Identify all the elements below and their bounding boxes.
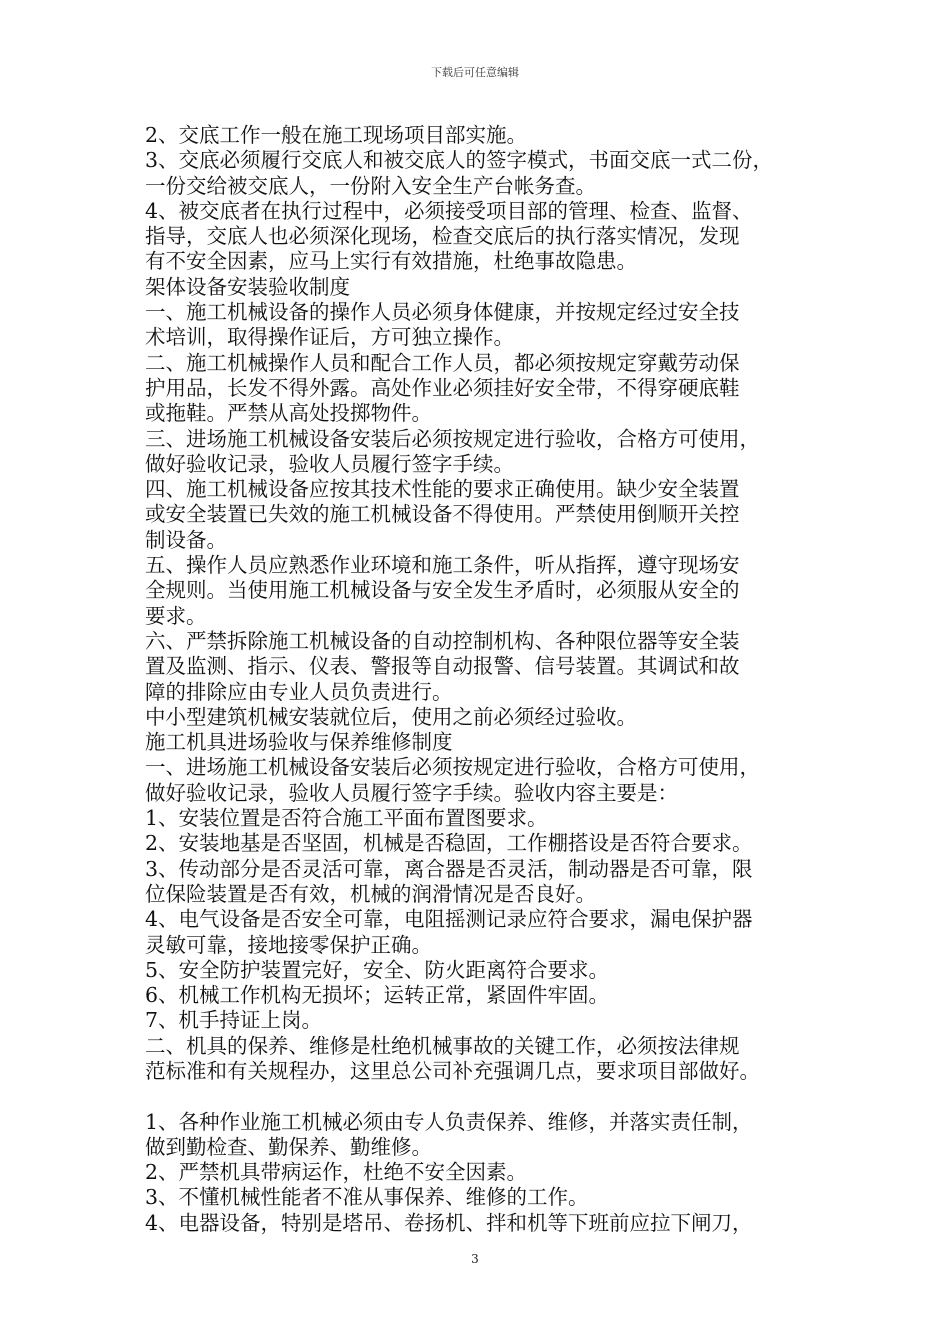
text-line: 3、交底必须履行交底人和被交底人的签字模式，书面交底一式二份， (145, 148, 774, 173)
text-line: 4、被交底者在执行过程中，必须接受项目部的管理、检查、监督、 (145, 198, 753, 223)
text-line: 要求。 (145, 603, 207, 628)
text-line: 做好验收记录，验收人员履行签字手续。 (145, 451, 514, 476)
text-line: 范标准和有关规程办，这里总公司补充强调几点，要求项目部做好。 (145, 1058, 760, 1083)
text-line: 四、施工机械设备应按其技术性能的要求正确使用。缺少安全装置 (145, 477, 740, 502)
section-heading: 施工机具进场验收与保养维修制度 (145, 730, 453, 755)
text-line: 位保险装置是否有效，机械的润滑情况是否良好。 (145, 881, 596, 906)
text-line: 1、安装位置是否符合施工平面布置图要求。 (145, 806, 548, 831)
text-line: 2、安装地基是否坚固，机械是否稳固，工作棚搭设是否符合要求。 (145, 831, 753, 856)
text-line: 6、机械工作机构无损坏；运转正常，紧固件牢固。 (145, 983, 610, 1008)
text-line: 制设备。 (145, 527, 227, 552)
text-line: 4、电气设备是否安全可靠，电阻摇测记录应符合要求，漏电保护器 (145, 907, 753, 932)
text-line: 或安全装置已失效的施工机械设备不得使用。严禁使用倒顺开关控 (145, 502, 740, 527)
page-header: 下载后可任意编辑 (431, 66, 519, 79)
text-line: 或拖鞋。严禁从高处投掷物件。 (145, 401, 432, 426)
text-line: 置及监测、指示、仪表、警报等自动报警、信号装置。其调试和故 (145, 654, 740, 679)
section-heading: 架体设备安装验收制度 (145, 274, 350, 299)
page-number: 3 (471, 1252, 479, 1266)
text-line: 一、进场施工机械设备安装后必须按规定进行验收，合格方可使用， (145, 755, 760, 780)
text-line: 做到勤检查、勤保养、勤维修。 (145, 1134, 432, 1159)
document-body (145, 123, 835, 1236)
text-line: 有不安全因素，应马上实行有效措施，杜绝事故隐患。 (145, 249, 637, 274)
text-line: 二、机具的保养、维修是杜绝机械事故的关键工作，必须按法律规 (145, 1033, 740, 1058)
text-line: 护用品，长发不得外露。高处作业必须挂好安全带，不得穿硬底鞋 (145, 375, 740, 400)
text-line: 4、电器设备，特别是塔吊、卷扬机、拌和机等下班前应拉下闸刀， (145, 1210, 753, 1235)
text-line: 指导，交底人也必须深化现场，检查交底后的执行落实情况，发现 (145, 224, 740, 249)
text-line: 5、安全防护装置完好，安全、防火距离符合要求。 (145, 957, 610, 982)
text-line: 一、施工机械设备的操作人员必须身体健康，并按规定经过安全技 (145, 300, 740, 325)
text-line: 3、不懂机械性能者不准从事保养、维修的工作。 (145, 1185, 589, 1210)
text-line: 二、施工机械操作人员和配合工作人员，都必须按规定穿戴劳动保 (145, 350, 740, 375)
text-line: 2、严禁机具带病运作，杜绝不安全因素。 (145, 1160, 528, 1185)
text-line: 一份交给被交底人，一份附入安全生产台帐务查。 (145, 173, 596, 198)
text-line: 三、进场施工机械设备安装后必须按规定进行验收，合格方可使用， (145, 426, 760, 451)
blank-line (145, 1084, 835, 1109)
text-line: 障的排除应由专业人员负责进行。 (145, 679, 453, 704)
text-line: 术培训，取得操作证后，方可独立操作。 (145, 325, 514, 350)
text-line: 3、传动部分是否灵活可靠，离合器是否灵活，制动器是否可靠，限 (145, 856, 753, 881)
text-line: 灵敏可靠，接地接零保护正确。 (145, 932, 432, 957)
text-line: 五、操作人员应熟悉作业环境和施工条件，听从指挥，遵守现场安 (145, 553, 740, 578)
text-line: 7、机手持证上岗。 (145, 1008, 323, 1033)
text-line: 做好验收记录，验收人员履行签字手续。验收内容主要是： (145, 780, 678, 805)
text-line: 2、交底工作一般在施工现场项目部实施。 (145, 123, 528, 147)
text-line: 全规则。当使用施工机械设备与安全发生矛盾时，必须服从安全的 (145, 578, 740, 603)
text-line: 1、各种作业施工机械必须由专人负责保养、维修，并落实责任制， (145, 1109, 753, 1134)
text-line: 六、严禁拆除施工机械设备的自动控制机构、各种限位器等安全装 (145, 628, 740, 653)
text-line: 中小型建筑机械安装就位后，使用之前必须经过验收。 (145, 704, 637, 729)
